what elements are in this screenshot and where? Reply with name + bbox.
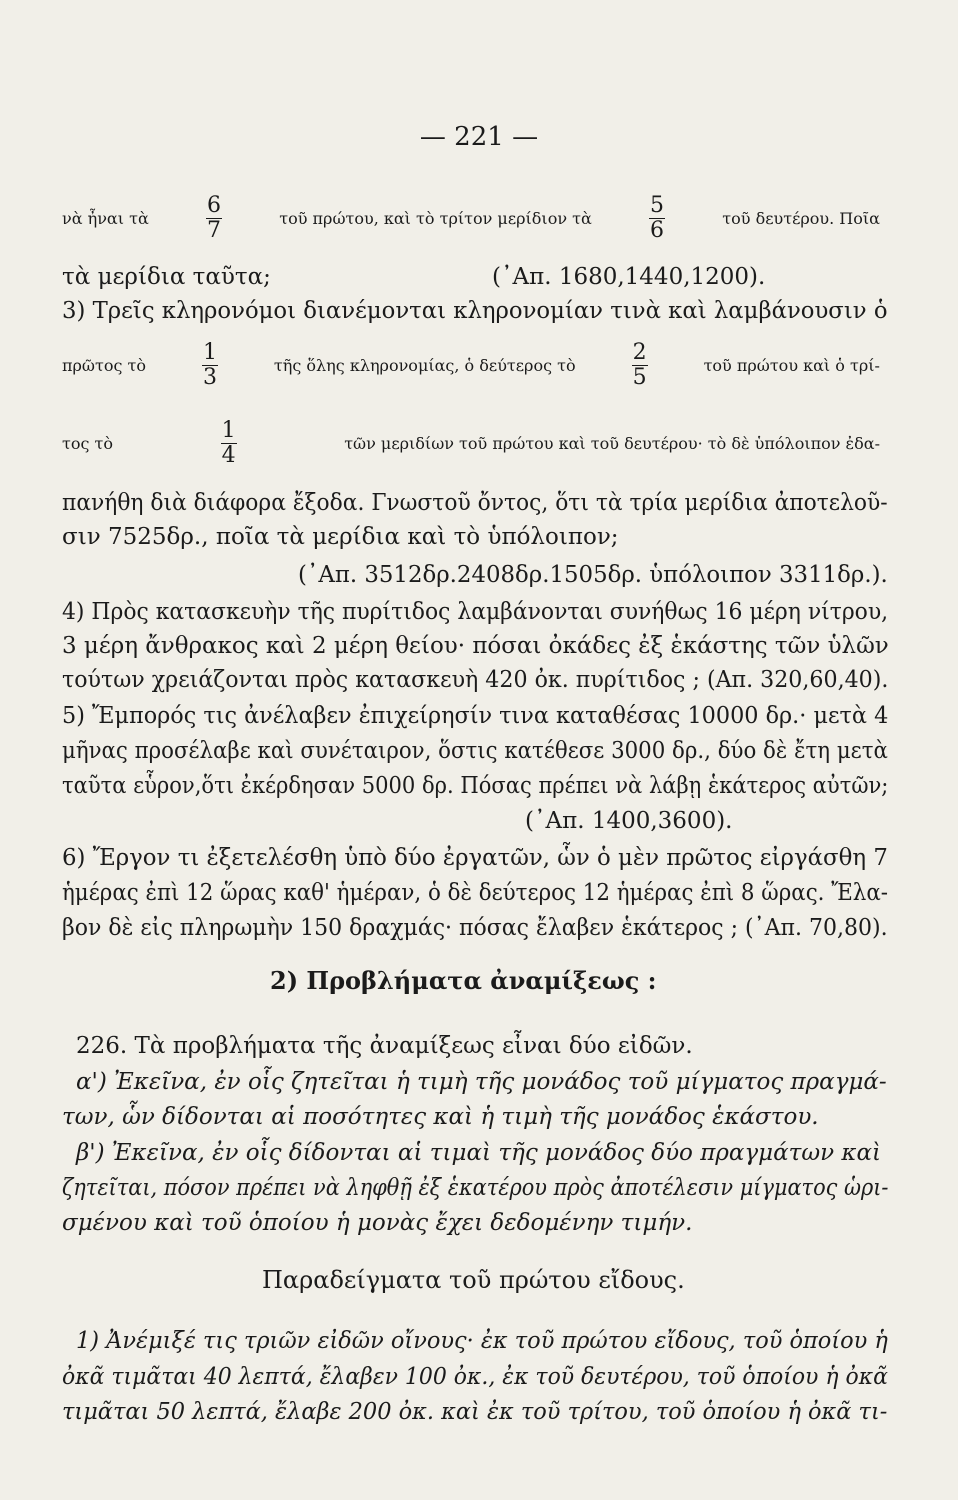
problem-6-start: 6) Ἔργον τι ἐξετελέσθη ὑπὸ δύο ἐργατῶν, ὧν ὁ μὲν πρῶτος εἰργάσθη 7: [62, 845, 888, 871]
text-line: ταῦτα εὗρον,ὅτι ἐκέρδησαν 5000 δρ. Πόσας πρέπει νὰ λάβῃ ἑκάτερος αὐτῶν;: [62, 773, 889, 799]
section-heading: 2) Προβλήματα ἀναμίξεως :: [270, 966, 657, 995]
problem-5-start: 5) Ἔμπορός τις ἀνέλαβεν ἐπιχείρησίν τινα καταθέσας 10000 δρ.· μετὰ 4: [62, 703, 889, 729]
case-a: α') Ἐκεῖνα, ἐν οἷς ζητεῖται ἡ τιμὴ τῆς μονάδος τοῦ μίγματος πραγμά-: [76, 1069, 887, 1095]
text-line: τος τὸ $\frac{1}{4}$ τῶν μεριδίων τοῦ πρώτου καὶ τοῦ δευτέρου· τὸ δὲ ὑπόλοιπον ἐδα-: [62, 418, 880, 468]
page-number: — 221 —: [419, 122, 539, 152]
text-line: των, ὧν δίδονται αἱ ποσότητες καὶ ἡ τιμὴ τῆς μονάδος ἑκάστου.: [62, 1104, 819, 1130]
text-line: τὰ μερίδια ταῦτα;: [62, 264, 271, 290]
text-line: ὀκᾶ τιμᾶται 40 λεπτά, ἔλαβεν 100 ὀκ., ἐκ τοῦ δευτέρου, τοῦ ὁποίου ἡ ὀκᾶ: [62, 1364, 888, 1390]
text-line: 3 μέρη ἄνθρακος καὶ 2 μέρη θείου· πόσαι ὀκάδες ἐξ ἑκάστης τῶν ὑλῶν: [62, 633, 889, 659]
answer: (᾿Απ. 1400,3600).: [525, 808, 733, 834]
text-line: ζητεῖται, πόσον πρέπει νὰ ληφθῇ ἐξ ἑκατέρου πρὸς ἀποτέλεσιν μίγματος ὡρι-: [62, 1175, 889, 1201]
example-1-start: 1) Ἀνέμιξέ τις τριῶν εἰδῶν οἴνους· ἐκ τοῦ πρώτου εἴδους, τοῦ ὁποίου ἡ: [76, 1328, 888, 1354]
text-line: ἡμέρας ἐπὶ 12 ὥρας καθ' ἡμέραν, ὁ δὲ δεύτερος 12 ἡμέρας ἐπὶ 8 ὥρας. Ἔλα-: [62, 880, 889, 906]
text-line: τούτων χρειάζονται πρὸς κατασκευὴ 420 ὀκ. πυρίτιδος ; (Απ. 320,60,40).: [62, 667, 889, 693]
text-line: πρῶτος τὸ $\frac{1}{3}$ τῆς ὅλης κληρονομίας, ὁ δεύτερος τὸ $\frac{2}{5}$ τοῦ πρώτου καὶ ὁ τρί-: [62, 340, 880, 390]
case-b: β') Ἐκεῖνα, ἐν οἷς δίδονται αἱ τιμαὶ τῆς μονάδος δύο πραγμάτων καὶ: [76, 1140, 882, 1166]
fraction: $\frac{6}{7}$: [206, 193, 221, 243]
fraction: $\frac{5}{6}$: [650, 193, 665, 243]
text-line: σμένου καὶ τοῦ ὁποίου ἡ μονὰς ἔχει δεδομένην τιμήν.: [62, 1210, 693, 1236]
text-line: πανήθη διὰ διάφορα ἔξοδα. Γνωστοῦ ὄντος, ὅτι τὰ τρία μερίδια ἀποτελοῦ-: [62, 490, 888, 516]
answer: (᾿Απ. 1680,1440,1200).: [492, 264, 766, 290]
problem-3-start: 3) Τρεῖς κληρονόμοι διανέμονται κληρονομίαν τινὰ καὶ λαμβάνουσιν ὁ: [62, 298, 888, 324]
text-line: βον δὲ εἰς πληρωμὴν 150 δραχμάς· πόσας ἔλαβεν ἑκάτερος ; (᾿Απ. 70,80).: [62, 915, 888, 941]
fraction: $\frac{2}{5}$: [632, 340, 647, 390]
text-line: νὰ ἦναι τὰ $\frac{6}{7}$ τοῦ πρώτου, καὶ τὸ τρίτον μερίδιον τὰ $\frac{5}{6}$ τοῦ δευτέρου. Ποῖα: [62, 193, 880, 243]
answer: (᾿Απ. 3512δρ.2408δρ.1505δρ. ὑπόλοιπον 3311δρ.).: [298, 562, 888, 588]
text-line: σιν 7525δρ., ποῖα τὰ μερίδια καὶ τὸ ὑπόλοιπον;: [62, 524, 619, 550]
examples-heading: Παραδείγματα τοῦ πρώτου εἴδους.: [262, 1266, 685, 1294]
paragraph-226: 226. Τὰ προβλήματα τῆς ἀναμίξεως εἶναι δύο εἰδῶν.: [76, 1033, 693, 1059]
text-line: μῆνας προσέλαβε καὶ συνέταιρον, ὅστις κατέθεσε 3000 δρ., δύο δὲ ἔτη μετὰ: [62, 738, 888, 764]
text-line: τιμᾶται 50 λεπτά, ἔλαβε 200 ὀκ. καὶ ἐκ τοῦ τρίτου, τοῦ ὁποίου ἡ ὀκᾶ τι-: [62, 1399, 888, 1425]
fraction: $\frac{1}{4}$: [221, 418, 236, 468]
fraction: $\frac{1}{3}$: [202, 340, 217, 390]
problem-4-start: 4) Πρὸς κατασκευὴν τῆς πυρίτιδος λαμβάνονται συνήθως 16 μέρη νίτρου,: [62, 599, 889, 625]
